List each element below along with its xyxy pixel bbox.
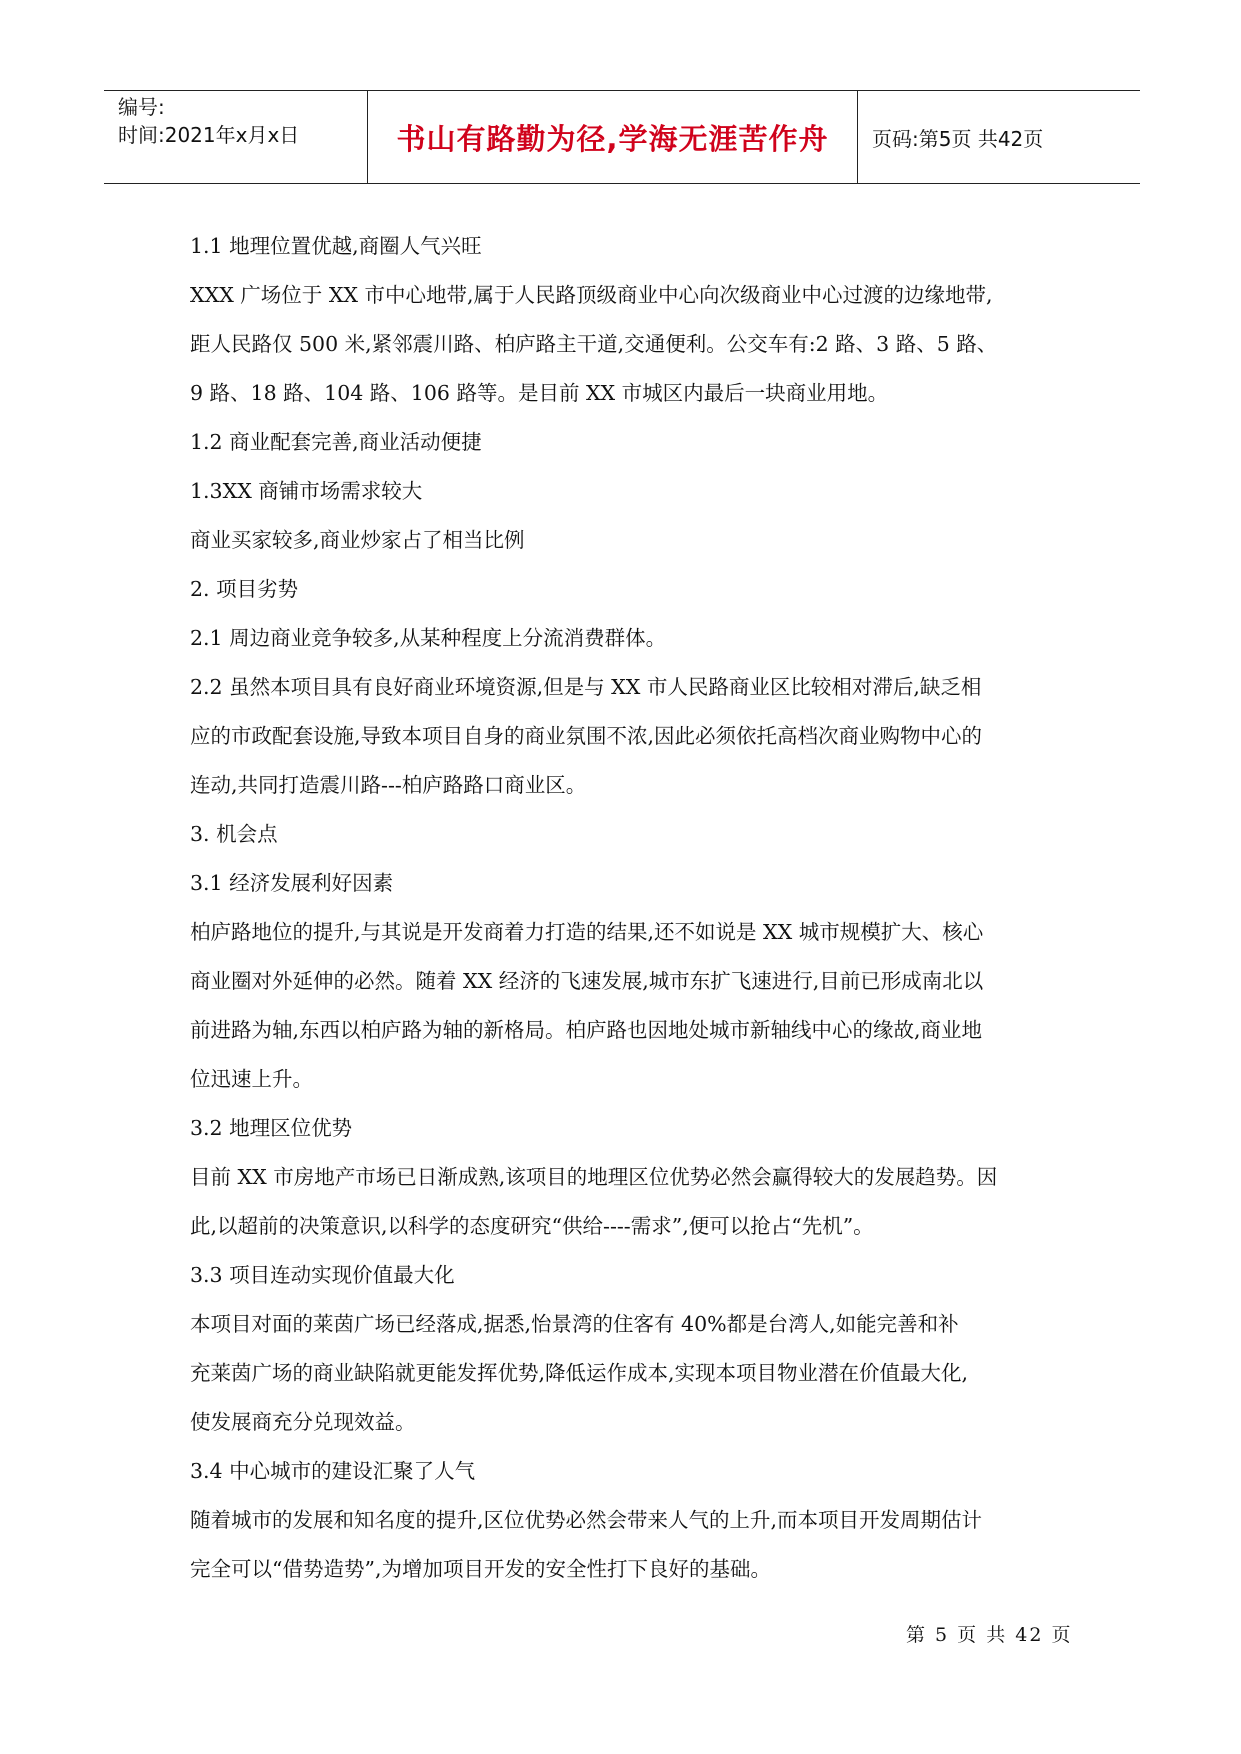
- body-line: 本项目对面的莱茵广场已经落成,据悉,怡景湾的住客有 40%都是台湾人,如能完善和补: [190, 1312, 959, 1336]
- document-body: [190, 222, 1070, 1594]
- body-line: 应的市政配套设施,导致本项目自身的商业氛围不浓,因此必须依托高档次商业购物中心的: [190, 724, 983, 748]
- body-line: 3. 机会点: [190, 822, 278, 846]
- document-number-label: 编号:: [118, 95, 165, 119]
- body-line: 3.1 经济发展利好因素: [190, 871, 394, 895]
- body-line: 随着城市的发展和知名度的提升,区位优势必然会带来人气的上升,而本项目开发周期估计: [190, 1508, 983, 1532]
- page-header: [104, 90, 1140, 184]
- body-line: 此,以超前的决策意识,以科学的态度研究“供给----需求”,便可以抢占“先机”。: [190, 1214, 874, 1238]
- document-time-label: 时间:2021年x月x日: [118, 123, 300, 147]
- body-line: 连动,共同打造震川路---柏庐路路口商业区。: [190, 773, 587, 797]
- body-line: 1.2 商业配套完善,商业活动便捷: [190, 430, 482, 454]
- body-line: 使发展商充分兑现效益。: [190, 1410, 416, 1434]
- body-line: 1.3XX 商铺市场需求较大: [190, 479, 423, 503]
- header-meta: [104, 91, 368, 183]
- page-footer-number: 第 5 页 共 42 页: [906, 1624, 1073, 1646]
- body-line: 2.2 虽然本项目具有良好商业环境资源,但是与 XX 市人民路商业区比较相对滞后,缺乏相: [190, 675, 982, 699]
- body-line: 3.2 地理区位优势: [190, 1116, 353, 1140]
- body-line: 距人民路仅 500 米,紧邻震川路、柏庐路主干道,交通便利。公交车有:2 路、3 路、5 路、: [190, 332, 998, 356]
- body-line: 柏庐路地位的提升,与其说是开发商着力打造的结果,还不如说是 XX 城市规模扩大、核心: [190, 920, 984, 944]
- body-line: 1.1 地理位置优越,商圈人气兴旺: [190, 234, 482, 258]
- body-line: 前进路为轴,东西以柏庐路为轴的新格局。柏庐路也因地处城市新轴线中心的缘故,商业地: [190, 1018, 983, 1042]
- body-line: 完全可以“借势造势”,为增加项目开发的安全性打下良好的基础。: [190, 1557, 771, 1581]
- body-line: 商业买家较多,商业炒家占了相当比例: [190, 528, 525, 552]
- header-motto: 书山有路勤为径,学海无涯苦作舟: [368, 91, 858, 183]
- body-line: 目前 XX 市房地产市场已日渐成熟,该项目的地理区位优势必然会赢得较大的发展趋势。因: [190, 1165, 998, 1189]
- body-line: 2. 项目劣势: [190, 577, 299, 601]
- body-line: 9 路、18 路、104 路、106 路等。是目前 XX 市城区内最后一块商业用地。: [190, 381, 889, 405]
- body-line: 2.1 周边商业竞争较多,从某种程度上分流消费群体。: [190, 626, 667, 650]
- body-line: XXX 广场位于 XX 市中心地带,属于人民路顶级商业中心向次级商业中心过渡的边缘地带,: [190, 283, 993, 307]
- body-line: 商业圈对外延伸的必然。随着 XX 经济的飞速发展,城市东扩飞速进行,目前已形成南北以: [190, 969, 984, 993]
- body-line: 3.3 项目连动实现价值最大化: [190, 1263, 455, 1287]
- header-page-code: 页码:第5页 共42页: [872, 126, 1044, 151]
- body-line: 3.4 中心城市的建设汇聚了人气: [190, 1459, 476, 1483]
- body-line: 充莱茵广场的商业缺陷就更能发挥优势,降低运作成本,实现本项目物业潜在价值最大化,: [190, 1361, 969, 1385]
- body-line: 位迅速上升。: [190, 1067, 313, 1091]
